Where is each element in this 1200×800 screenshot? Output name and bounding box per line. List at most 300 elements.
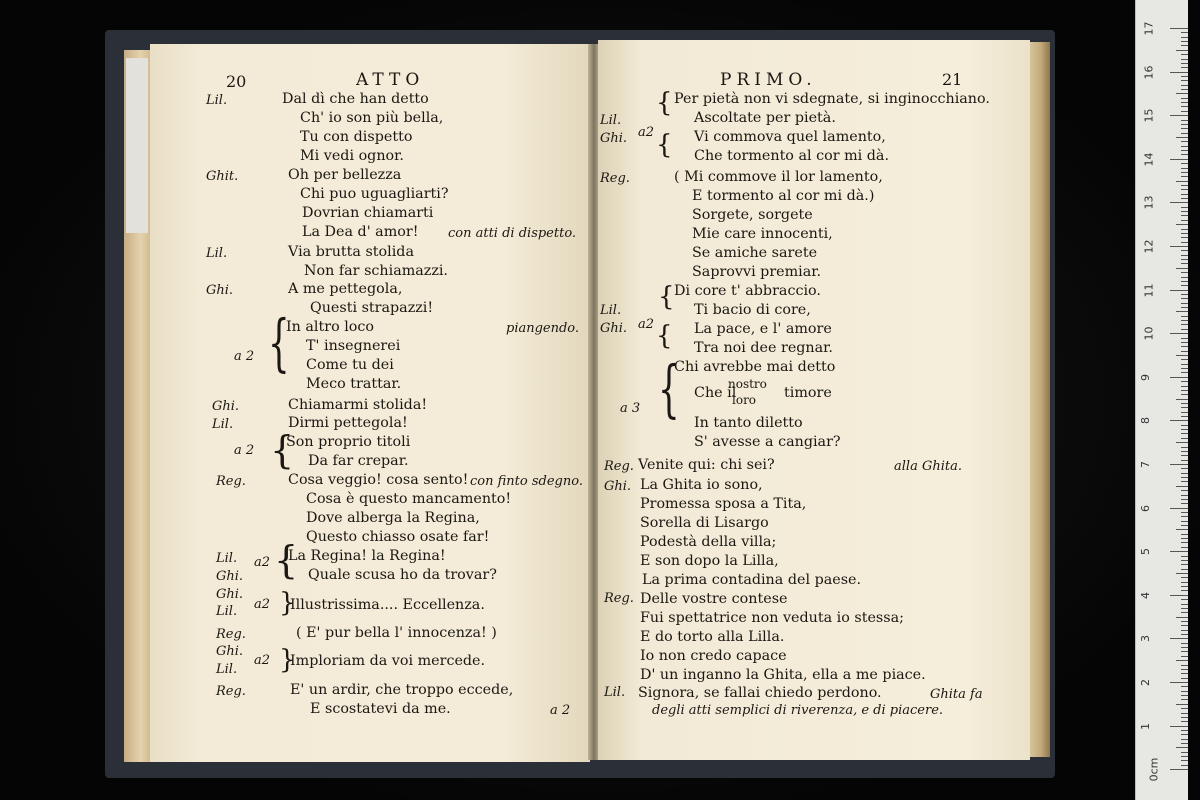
verse-line: T' insegnerei — [306, 338, 401, 354]
ruler-tick — [1181, 220, 1188, 221]
verse-line: A me pettegola, — [288, 281, 403, 297]
verse-line: Cosa è questo mancamento! — [306, 491, 512, 507]
ruler-tick — [1170, 595, 1188, 596]
ruler-tick — [1181, 394, 1188, 395]
ruler-tick — [1181, 386, 1188, 387]
ruler-tick — [1181, 586, 1188, 587]
verse-line: Via brutta stolida — [288, 244, 414, 260]
ruler-tick — [1176, 93, 1188, 94]
ruler-tick — [1176, 704, 1188, 705]
a2-mark: a2 — [638, 125, 655, 140]
ruler-tick — [1181, 673, 1188, 674]
ruler-tick — [1181, 85, 1188, 86]
verse-line: Che tormento al cor mi dà. — [694, 148, 889, 164]
measurement-ruler — [1135, 0, 1188, 800]
ruler-tick — [1181, 451, 1188, 452]
ruler-label: 17 — [1142, 21, 1156, 36]
verse-line: ( E' pur bella l' innocenza! ) — [296, 625, 497, 641]
verse-line: Dal dì che han detto — [282, 91, 429, 107]
ruler-label: 0cm — [1147, 757, 1161, 782]
ruler-tick — [1181, 542, 1188, 543]
ruler-label: 5 — [1139, 548, 1152, 556]
verse-line: Dirmi pettegola! — [288, 415, 408, 431]
speaker-label: Ghi. — [604, 479, 632, 494]
ruler-tick — [1181, 691, 1188, 692]
ruler-tick — [1170, 682, 1188, 683]
speaker-label: Ghi. — [216, 644, 244, 659]
verse-line: In altro loco — [286, 319, 375, 335]
verse-line: Chi avrebbe mai detto — [674, 359, 836, 375]
ruler-label: 9 — [1139, 373, 1152, 381]
ruler-tick — [1181, 643, 1188, 644]
ruler-tick — [1181, 407, 1188, 408]
ruler-tick — [1170, 28, 1188, 29]
verse-line: Sorgete, sorgete — [692, 207, 813, 223]
speaker-label: Lil. — [600, 303, 622, 318]
verse-line: timore — [784, 385, 832, 401]
ruler-tick — [1181, 717, 1188, 718]
speaker-label: Lil. — [604, 685, 626, 700]
ruler-tick — [1181, 512, 1188, 513]
ruler-label: 1 — [1139, 722, 1152, 730]
right-page-edges — [1028, 42, 1050, 757]
ruler-tick — [1181, 294, 1188, 295]
verse-line: Quale scusa ho da trovar? — [308, 567, 497, 583]
ruler-tick — [1181, 477, 1188, 478]
ruler-tick — [1181, 298, 1188, 299]
speaker-label: Ghi. — [216, 587, 244, 602]
ruler-tick — [1181, 756, 1188, 757]
verse-line: Imploriam da voi mercede. — [290, 653, 486, 669]
verse-line: E son dopo la Lilla, — [640, 553, 779, 569]
verse-line: Questi strapazzi! — [310, 300, 434, 316]
speaker-label: Lil. — [216, 662, 238, 677]
ruler-label: 6 — [1139, 504, 1152, 512]
verse-line: Sorella di Lisargo — [640, 515, 769, 531]
ruler-tick — [1170, 115, 1188, 116]
ruler-tick — [1181, 176, 1188, 177]
verse-line: La Regina! la Regina! — [288, 548, 446, 564]
ruler-tick — [1181, 599, 1188, 600]
ruler-tick — [1181, 438, 1188, 439]
verse-line: Podestà della villa; — [640, 534, 777, 550]
verse-line: Tu con dispetto — [300, 129, 413, 145]
ruler-tick — [1181, 277, 1188, 278]
ruler-tick — [1176, 268, 1188, 269]
verse-line: Dove alberga la Regina, — [306, 510, 480, 526]
ruler-tick — [1181, 111, 1188, 112]
ruler-tick — [1181, 612, 1188, 613]
speaker-label: Ghi. — [206, 283, 234, 298]
ruler-tick — [1181, 163, 1188, 164]
ruler-tick — [1170, 72, 1188, 73]
verse-line: Meco trattar. — [306, 376, 402, 392]
verse-line: Ascoltate per pietà. — [694, 110, 836, 126]
ruler-tick — [1181, 320, 1188, 321]
ruler-tick — [1181, 481, 1188, 482]
ruler-tick — [1176, 224, 1188, 225]
left-brace-icon: { — [656, 321, 673, 351]
left-brace-icon: { — [656, 130, 673, 160]
ruler-tick — [1181, 242, 1188, 243]
left-page-edges — [124, 50, 152, 762]
ruler-tick — [1181, 651, 1188, 652]
ruler-tick — [1181, 560, 1188, 561]
ruler-tick — [1181, 168, 1188, 169]
verse-line: Per pietà non vi sdegnate, si inginocchiano. — [674, 91, 990, 107]
ruler-tick — [1170, 551, 1188, 552]
ruler-tick — [1181, 608, 1188, 609]
ruler-tick — [1176, 442, 1188, 443]
ruler-tick — [1176, 181, 1188, 182]
speaker-label: Reg. — [600, 171, 630, 186]
ruler-tick — [1181, 146, 1188, 147]
ruler-tick — [1176, 573, 1188, 574]
verse-line: E scostatevi da me. — [310, 701, 451, 717]
left-brace-icon: { — [658, 282, 675, 312]
ruler-tick — [1181, 468, 1188, 469]
ruler-tick — [1181, 490, 1188, 491]
ruler-tick — [1181, 516, 1188, 517]
ruler-tick — [1181, 54, 1188, 55]
ruler-tick — [1176, 355, 1188, 356]
ruler-tick — [1181, 211, 1188, 212]
verse-line: Da far crepar. — [308, 453, 409, 469]
ruler-tick — [1181, 621, 1188, 622]
ruler-tick — [1170, 420, 1188, 421]
a2-mark: a2 — [254, 555, 271, 570]
ruler-tick — [1181, 59, 1188, 60]
speaker-label: Reg. — [216, 627, 246, 642]
ruler-tick — [1181, 730, 1188, 731]
ruler-tick — [1181, 604, 1188, 605]
a2-mark: a2 — [638, 317, 655, 332]
left-page-number: 20 — [226, 72, 247, 91]
ruler-tick — [1181, 760, 1188, 761]
verse-line: Cosa veggio! cosa sento! — [288, 472, 469, 488]
verse-line: E tormento al cor mi dà.) — [692, 188, 875, 204]
verse-line: Saprovvi premiar. — [692, 264, 822, 280]
ruler-tick — [1181, 743, 1188, 744]
ruler-tick — [1181, 133, 1188, 134]
ruler-tick — [1181, 76, 1188, 77]
ruler-tick — [1181, 316, 1188, 317]
ruler-label: 13 — [1142, 195, 1156, 210]
ruler-tick — [1181, 124, 1188, 125]
verse-line: Son proprio titoli — [286, 434, 411, 450]
verse-line: Fui spettatrice non veduta io stessa; — [640, 610, 904, 626]
right-page-number: 21 — [942, 70, 963, 89]
ruler-tick — [1181, 342, 1188, 343]
ruler-tick — [1181, 556, 1188, 557]
verse-line: Chi puo uguagliarti? — [300, 186, 449, 202]
ruler-tick — [1181, 499, 1188, 500]
ruler-tick — [1181, 141, 1188, 142]
verse-line: Venite qui: chi sei? — [638, 457, 775, 473]
ruler-tick — [1181, 686, 1188, 687]
verse-line: Ch' io son più bella, — [300, 110, 444, 126]
verse-line: Vi commova quel lamento, — [694, 129, 886, 145]
ruler-tick — [1181, 699, 1188, 700]
stage-direction: alla Ghita. — [894, 459, 962, 474]
ruler-tick — [1181, 80, 1188, 81]
ruler-tick — [1181, 237, 1188, 238]
ruler-tick — [1181, 303, 1188, 304]
verse-line: Mie care innocenti, — [692, 226, 833, 242]
left-page-header: ATTO — [356, 70, 425, 90]
a2-mark: a2 — [254, 653, 271, 668]
ruler-tick — [1181, 128, 1188, 129]
ruler-label: 12 — [1142, 239, 1156, 254]
left-brace-icon: { — [270, 428, 295, 472]
ruler-tick — [1181, 695, 1188, 696]
ruler-tick — [1170, 290, 1188, 291]
ruler-tick — [1170, 726, 1188, 727]
ruler-tick — [1181, 281, 1188, 282]
speaker-label: Lil. — [216, 604, 238, 619]
right-page-header: PRIMO. — [720, 70, 817, 90]
speaker-label: Ghi. — [600, 321, 628, 336]
ruler-tick — [1181, 447, 1188, 448]
ruler-label: 7 — [1139, 461, 1152, 468]
ruler-tick — [1181, 324, 1188, 325]
ruler-label: 16 — [1142, 65, 1156, 80]
verse-line: La pace, e l' amore — [694, 321, 832, 337]
ruler-tick — [1181, 106, 1188, 107]
verse-line: Chiamarmi stolida! — [288, 397, 428, 413]
speaker-label: Ghi. — [600, 131, 628, 146]
verse-line: Delle vostre contese — [640, 591, 788, 607]
ruler-tick — [1181, 250, 1188, 251]
ruler-tick — [1181, 359, 1188, 360]
verse-line: Non far schiamazzi. — [304, 263, 448, 279]
ruler-tick — [1181, 37, 1188, 38]
verse-line: Come tu dei — [306, 357, 394, 373]
ruler-tick — [1181, 534, 1188, 535]
ruler-tick — [1181, 285, 1188, 286]
bookmark-tab — [126, 58, 148, 233]
verse-alternative: nostro — [728, 377, 767, 391]
ruler-tick — [1181, 185, 1188, 186]
verse-line: Di core t' abbraccio. — [674, 283, 821, 299]
ruler-tick — [1181, 455, 1188, 456]
right-page — [598, 40, 1030, 760]
ruler-tick — [1181, 765, 1188, 766]
ruler-tick — [1176, 529, 1188, 530]
ruler-tick — [1181, 547, 1188, 548]
ruler-tick — [1181, 665, 1188, 666]
ruler-tick — [1181, 351, 1188, 352]
verse-line: Oh per bellezza — [288, 167, 402, 183]
ruler-tick — [1181, 678, 1188, 679]
ruler-tick — [1181, 198, 1188, 199]
ruler-tick — [1181, 412, 1188, 413]
speaker-label: Lil. — [600, 113, 622, 128]
stage-direction: piangendo. — [506, 321, 580, 336]
ruler-label: 3 — [1139, 635, 1152, 643]
ruler-tick — [1181, 625, 1188, 626]
verse-line: In tanto diletto — [694, 415, 803, 431]
ruler-tick — [1181, 590, 1188, 591]
speaker-label: a 2 — [234, 443, 255, 458]
verse-line: Che il — [694, 385, 737, 401]
speaker-label: Reg. — [604, 591, 634, 606]
verse-alternative: loro — [732, 393, 757, 407]
stage-direction: con atti di dispetto. — [448, 226, 577, 241]
ruler-tick — [1181, 656, 1188, 657]
ruler-tick — [1181, 98, 1188, 99]
ruler-tick — [1181, 429, 1188, 430]
ruler-label: 8 — [1139, 417, 1152, 425]
ruler-tick — [1181, 272, 1188, 273]
ruler-tick — [1176, 137, 1188, 138]
ruler-tick — [1181, 582, 1188, 583]
ruler-tick — [1181, 713, 1188, 714]
left-brace-icon: { — [656, 88, 673, 118]
ruler-tick — [1181, 538, 1188, 539]
ruler-tick — [1181, 67, 1188, 68]
left-brace-icon: { — [658, 352, 680, 425]
ruler-tick — [1181, 495, 1188, 496]
ruler-tick — [1181, 647, 1188, 648]
ruler-tick — [1181, 734, 1188, 735]
ruler-tick — [1181, 229, 1188, 230]
ruler-tick — [1181, 708, 1188, 709]
ruler-tick — [1181, 739, 1188, 740]
ruler-tick — [1181, 372, 1188, 373]
verse-line: Io non credo capace — [640, 648, 787, 664]
ruler-tick — [1176, 399, 1188, 400]
ruler-tick — [1181, 150, 1188, 151]
right-brace-icon: } — [279, 588, 296, 618]
speaker-label: Reg. — [216, 684, 246, 699]
ruler-tick — [1181, 630, 1188, 631]
ruler-tick — [1181, 460, 1188, 461]
ruler-tick — [1181, 207, 1188, 208]
ruler-tick — [1181, 338, 1188, 339]
ruler-tick — [1181, 364, 1188, 365]
ruler-tick — [1181, 215, 1188, 216]
ruler-tick — [1176, 617, 1188, 618]
ruler-tick — [1181, 89, 1188, 90]
ruler-tick — [1181, 433, 1188, 434]
left-page — [150, 44, 590, 762]
ruler-tick — [1170, 159, 1188, 160]
verse-line: La Dea d' amor! — [302, 224, 419, 240]
ruler-tick — [1181, 189, 1188, 190]
verse-line: D' un inganno la Ghita, ella a me piace. — [640, 667, 926, 683]
speaker-label: a 2 — [234, 349, 255, 364]
verse-line: Mi vedi ognor. — [300, 148, 404, 164]
speaker-label: Lil. — [206, 246, 228, 261]
verse-line: Signora, se fallai chiedo perdono. — [638, 685, 882, 701]
ruler-tick — [1181, 255, 1188, 256]
ruler-tick — [1181, 63, 1188, 64]
ruler-tick — [1181, 577, 1188, 578]
ruler-tick — [1181, 120, 1188, 121]
ruler-tick — [1181, 41, 1188, 42]
ruler-tick — [1170, 464, 1188, 465]
left-brace-icon: { — [268, 306, 290, 379]
ruler-tick — [1176, 486, 1188, 487]
ruler-tick — [1170, 246, 1188, 247]
ruler-tick — [1181, 346, 1188, 347]
speaker-label: Lil. — [206, 93, 228, 108]
a2-mark: a2 — [254, 597, 271, 612]
left-brace-icon: { — [274, 538, 299, 582]
ruler-label: 10 — [1142, 326, 1156, 341]
ruler-tick — [1181, 525, 1188, 526]
ruler-tick — [1170, 638, 1188, 639]
ruler-tick — [1181, 102, 1188, 103]
verse-line: Ti bacio di core, — [694, 302, 811, 318]
ruler-tick — [1181, 263, 1188, 264]
ruler-tick — [1181, 32, 1188, 33]
ruler-tick — [1181, 425, 1188, 426]
ruler-tick — [1170, 202, 1188, 203]
catchword: a 2 — [550, 703, 571, 718]
speaker-label: Reg. — [216, 474, 246, 489]
ruler-tick — [1181, 329, 1188, 330]
verse-line: Dovrian chiamarti — [302, 205, 434, 221]
ruler-tick — [1176, 747, 1188, 748]
ruler-tick — [1181, 634, 1188, 635]
ruler-tick — [1181, 194, 1188, 195]
ruler-tick — [1181, 390, 1188, 391]
ruler-tick — [1181, 259, 1188, 260]
verse-line: Tra noi dee regnar. — [694, 340, 833, 356]
ruler-tick — [1181, 564, 1188, 565]
ruler-tick — [1176, 50, 1188, 51]
speaker-label: Reg. — [604, 459, 634, 474]
ruler-label: 14 — [1142, 152, 1156, 167]
verse-line: Questo chiasso osate far! — [306, 529, 490, 545]
ruler-label: 2 — [1139, 679, 1152, 686]
ruler-tick — [1181, 416, 1188, 417]
ruler-tick — [1181, 403, 1188, 404]
stage-direction: degli atti semplici di riverenza, e di piacere. — [652, 703, 944, 718]
verse-line: La prima contadina del paese. — [642, 572, 862, 588]
ruler-tick — [1181, 569, 1188, 570]
ruler-tick — [1181, 721, 1188, 722]
ruler-tick — [1181, 669, 1188, 670]
speaker-label: Ghi. — [216, 569, 244, 584]
verse-line: S' avesse a cangiar? — [694, 434, 841, 450]
ruler-tick — [1181, 473, 1188, 474]
verse-line: ( Mi commove il lor lamento, — [674, 169, 883, 185]
ruler-label: 11 — [1142, 283, 1156, 298]
ruler-tick — [1181, 154, 1188, 155]
ruler-tick — [1181, 521, 1188, 522]
ruler-tick — [1181, 381, 1188, 382]
verse-line: La Ghita io sono, — [640, 477, 763, 493]
verse-line: E do torto alla Lilla. — [640, 629, 785, 645]
ruler-tick — [1181, 368, 1188, 369]
ruler-tick — [1181, 45, 1188, 46]
ruler-tick — [1181, 752, 1188, 753]
speaker-label: a 3 — [620, 401, 641, 416]
ruler-tick — [1176, 660, 1188, 661]
ruler-tick — [1181, 503, 1188, 504]
right-brace-icon: } — [279, 645, 296, 675]
ruler-tick — [1176, 311, 1188, 312]
speaker-label: Lil. — [212, 417, 234, 432]
ruler-label: 15 — [1142, 108, 1156, 123]
speaker-label: Lil. — [216, 551, 238, 566]
ruler-tick — [1181, 233, 1188, 234]
speaker-label: Ghit. — [206, 169, 239, 184]
verse-line: Promessa sposa a Tita, — [640, 496, 807, 512]
